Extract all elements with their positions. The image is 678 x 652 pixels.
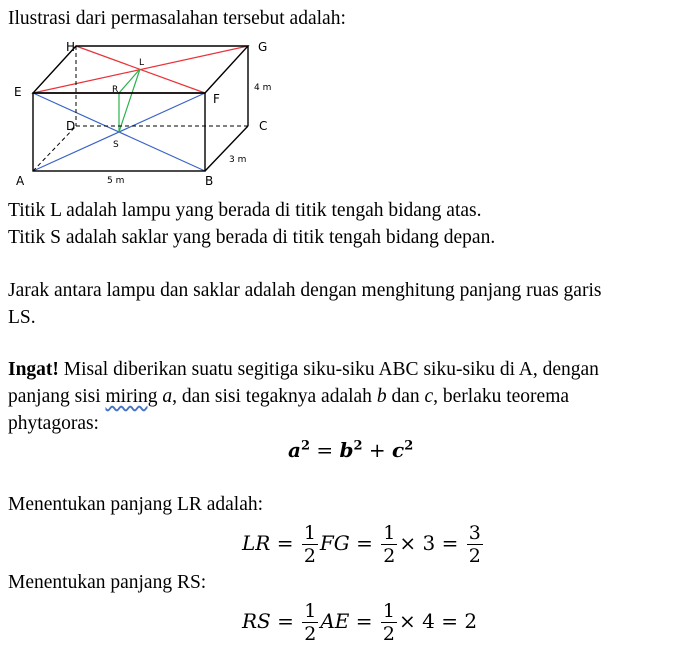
lr-equation: LR = $\frac{1}{2}$ FG = $\frac{1}{2}$ × 3 = $\frac{3}{2}$ (242, 522, 481, 567)
label-g: G (258, 40, 268, 54)
desc-l: Titik L adalah lampu yang berada di titik tengah bidang atas. (8, 200, 482, 221)
label-d: D (66, 119, 76, 133)
label-s: S (113, 140, 119, 150)
rs-equation: RS = $\frac{1}{2}$ AE = $\frac{1}{2}$ × 4 = 2 (242, 600, 478, 645)
label-b: B (205, 174, 214, 188)
label-h: H (66, 40, 76, 54)
label-l: L (139, 58, 145, 68)
dim-length: 5 m (107, 176, 125, 186)
pythagoras-formula: $a^2 = b^2 + c^2$ (288, 438, 414, 462)
dim-depth: 3 m (229, 155, 247, 165)
lr-heading: Menentukan panjang LR adalah: (8, 494, 264, 515)
jarak-line1: Jarak antara lampu dan saklar adalah dengan menghitung panjang ruas garis (8, 280, 602, 301)
jarak-line2: LS. (8, 307, 36, 328)
ingat-label: Ingat! (8, 359, 59, 380)
segment-lr (119, 69, 140, 93)
label-e: E (14, 85, 22, 99)
label-r: R (112, 85, 119, 95)
desc-s: Titik S adalah saklar yang berada di titik tengah bidang depan. (8, 227, 496, 248)
ingat-line1: Ingat! Misal diberikan suatu segitiga siku-siku ABC siku-siku di A, dengan (8, 359, 599, 380)
ingat-line3: phytagoras: (8, 413, 99, 434)
intro-text: Ilustrasi dari permasalahan tersebut adalah: (8, 8, 346, 29)
ingat-line2: panjang sisi miring a, dan sisi tegaknya adalah b dan c, berlaku teorema (8, 386, 570, 407)
label-c: C (259, 119, 268, 133)
box-diagram (8, 36, 308, 188)
rs-heading: Menentukan panjang RS: (8, 572, 207, 593)
label-f: F (213, 92, 220, 106)
segment-ls (119, 69, 140, 132)
label-a: A (16, 174, 25, 188)
dim-height: 4 m (254, 83, 272, 93)
spellcheck-word: miring (105, 386, 158, 407)
